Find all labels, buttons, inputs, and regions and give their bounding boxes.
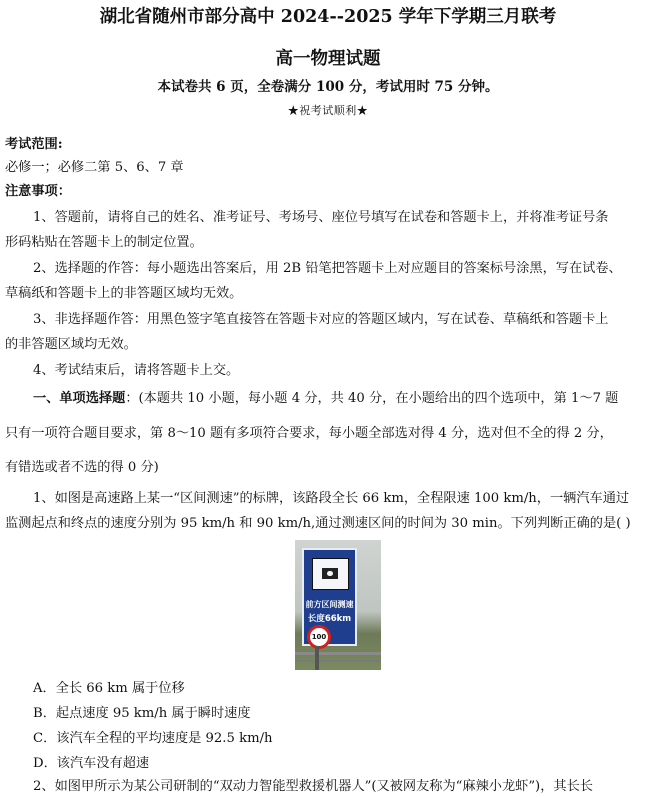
guardrail — [295, 660, 381, 662]
section-intro-text: ：(本题共 10 小题，每小题 4 分，共 40 分，在小题给出的四个选项中，第 1～7 题 — [125, 391, 619, 406]
option-a: A．全长 66 km 属于位移 — [33, 681, 185, 696]
question-1-stem: 监测起点和终点的速度分别为 95 km/h 和 90 km/h,通过测速区间的时间为 30 min。下列判断正确的是( ) — [5, 516, 631, 531]
note-line: 3、非选择题作答：用黑色签字笔直接答在答题卡对应的答题区域内，写在试卷、草稿纸和答题卡上 — [33, 312, 609, 327]
sign-pole — [315, 646, 319, 670]
note-line: 4、考试结束后，请将答题卡上交。 — [33, 363, 240, 378]
note-line: 2、选择题的作答：每小题选出答案后，用 2B 铅笔把答题卡上对应题目的答案标号涂黑，写在试卷、 — [33, 261, 622, 276]
exam-title: 湖北省随州市部分高中 2024--2025 学年下学期三月联考 — [99, 7, 557, 27]
sign-text-line1: 前方区间测速 — [305, 600, 354, 609]
guardrail — [295, 652, 381, 655]
note-line: 形码粘贴在答题卡上的制定位置。 — [5, 235, 203, 250]
sign-text-line2: 长度66km — [307, 614, 352, 624]
option-d: D．该汽车没有超速 — [33, 756, 150, 771]
note-line: 1、答题前，请将自己的姓名、准考证号、考场号、座位号填写在试卷和答题卡上，并将准考证号条 — [33, 210, 609, 225]
question-2-stem: 2、如图甲所示为某公司研制的“双动力智能型救援机器人”(又被网友称为“麻辣小龙虾”)，其长长 — [33, 779, 593, 794]
scope-text: 必修一；必修二第 5、6、7 章 — [5, 160, 184, 175]
scope-label: 考试范围: — [5, 137, 63, 152]
speed-zone-sign-photo — [295, 540, 381, 670]
note-line: 的非答题区域均无效。 — [5, 337, 137, 352]
camera-icon — [312, 558, 349, 590]
note-line: 草稿纸和答题卡上的非答题区域均无效。 — [5, 286, 243, 301]
option-b: B．起点速度 95 km/h 属于瞬时速度 — [33, 706, 251, 721]
section-heading: 一、单项选择题 — [33, 391, 126, 406]
speed-limit-sign: 100 — [307, 625, 331, 649]
section-intro-line: 只有一项符合题目要求，第 8～10 题有多项符合要求，每小题全部选对得 4 分，选对但不全的得 2 分， — [5, 426, 613, 441]
exam-wish: ★祝考试顺利★ — [287, 104, 369, 117]
section-intro-line: 有错选或者不选的得 0 分) — [5, 460, 159, 475]
notes-label: 注意事项： — [5, 184, 71, 199]
exam-info: 本试卷共 6 页，全卷满分 100 分，考试用时 75 分钟。 — [157, 79, 499, 95]
exam-subtitle: 高一物理试题 — [275, 49, 381, 69]
section-intro — [33, 390, 651, 407]
question-1-stem: 1、如图是高速路上某一“区间测速”的标牌，该路段全长 66 km，全程限速 100 km/h，一辆汽车通过 — [33, 491, 630, 506]
option-c: C．该汽车全程的平均速度是 92.5 km/h — [33, 731, 273, 746]
